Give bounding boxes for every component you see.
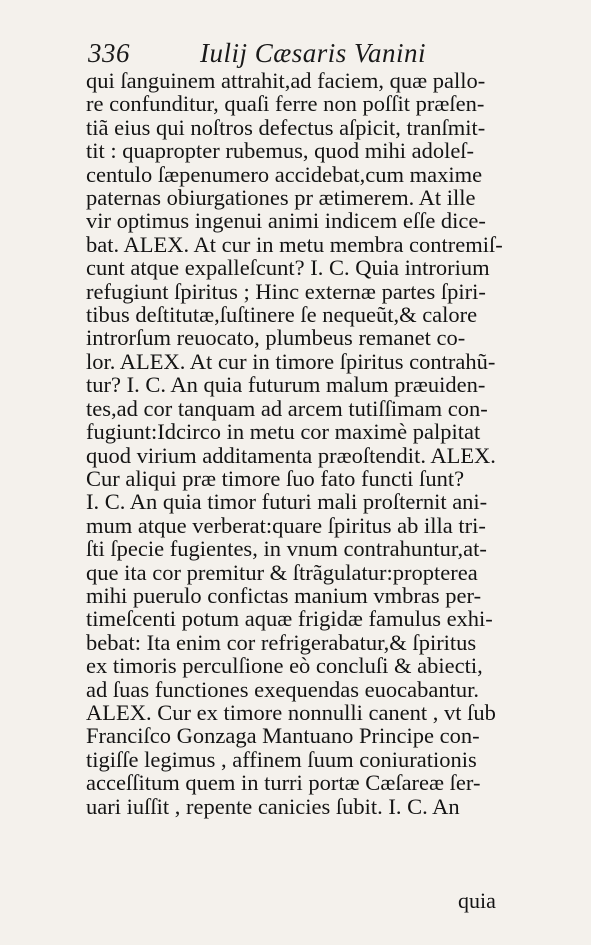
text-line: quod virium additamenta præoſtendit. ALEX. (86, 442, 496, 468)
text-line: tigiſſe legimus , affinem ſuum coniurationis (86, 746, 477, 772)
text-line: tiã eius qui noſtros defectus aſpicit, tranſmit- (86, 114, 486, 140)
text-line: bebat: Ita enim cor refrigerabatur,& ſpiritus (86, 629, 477, 655)
text-line: introrſum reuocato, plumbeus remanet co- (86, 325, 466, 351)
text-line: acceſſitum quem in turri portæ Cæſareæ ſer- (86, 770, 481, 796)
text-line: mum atque verberat:quare ſpiritus ab illa tri- (86, 512, 486, 538)
text-line: que ita cor premitur & ſtrãgulatur:propterea (86, 559, 478, 585)
text-line: timeſcenti potum aquæ frigidæ famulus exhi- (86, 606, 493, 632)
text-line: tit : quapropter rubemus, quod mihi adoleſ- (86, 138, 475, 164)
text-line: refugiunt ſpiritus ; Hinc externæ partes ſpiri- (86, 278, 486, 304)
text-line: fugiunt:Idcirco in metu cor maximè palpitat (86, 419, 481, 445)
text-line: vir optimus ingenui animi indicem eſſe dice- (86, 208, 486, 234)
text-line: paternas obiurgationes pr ætimerem. At ille (86, 185, 476, 211)
page-header (88, 30, 518, 70)
body-text (86, 69, 516, 818)
text-line: mihi puerulo confictas manium vmbras per- (86, 582, 482, 608)
page-number: 336 (88, 38, 130, 68)
running-head: Iulij Cæsaris Vanini (200, 38, 427, 68)
text-line: re confunditur, quaſi ferre non poſſit præſen- (86, 91, 485, 117)
text-line: ALEX. Cur ex timore nonnulli canent , vt ſub (86, 699, 496, 725)
text-line: cunt atque expalleſcunt? I. C. Quia introrium (86, 255, 490, 281)
text-line: ad ſuas functiones exequendas euocabantur. (86, 676, 479, 702)
text-line: tibus deſtitutæ,ſuſtinere ſe nequeũt,& calore (86, 302, 478, 328)
text-line: centulo ſæpenumero accidebat,cum maxime (86, 161, 483, 187)
text-line: tur? I. C. An quia futurum malum præuiden- (86, 372, 486, 398)
text-line: Cur aliqui præ timore ſuo fato functi ſunt? (86, 465, 465, 491)
text-line: lor. ALEX. At cur in timore ſpiritus contrahũ- (86, 348, 496, 374)
text-line: I. C. An quia timor futuri mali proſternit ani- (86, 489, 488, 515)
text-line: tes,ad cor tanquam ad arcem tutiſſimam con- (86, 395, 488, 421)
text-line: ſti ſpecie fugientes, in vnum contrahuntur,at- (86, 536, 487, 562)
text-line: qui ſanguinem attrahit,ad faciem, quæ pallo- (86, 68, 486, 93)
catchword: quia (458, 888, 496, 913)
text-line: Franciſco Gonzaga Mantuano Principe con- (86, 723, 480, 749)
text-line: ex timoris perculſione eò concluſi & abiecti, (86, 653, 483, 679)
text-line: uari iuſſit , repente canicies ſubit. I. C. An (86, 793, 460, 819)
text-line: bat. ALEX. At cur in metu membra contremiſ- (86, 231, 503, 257)
